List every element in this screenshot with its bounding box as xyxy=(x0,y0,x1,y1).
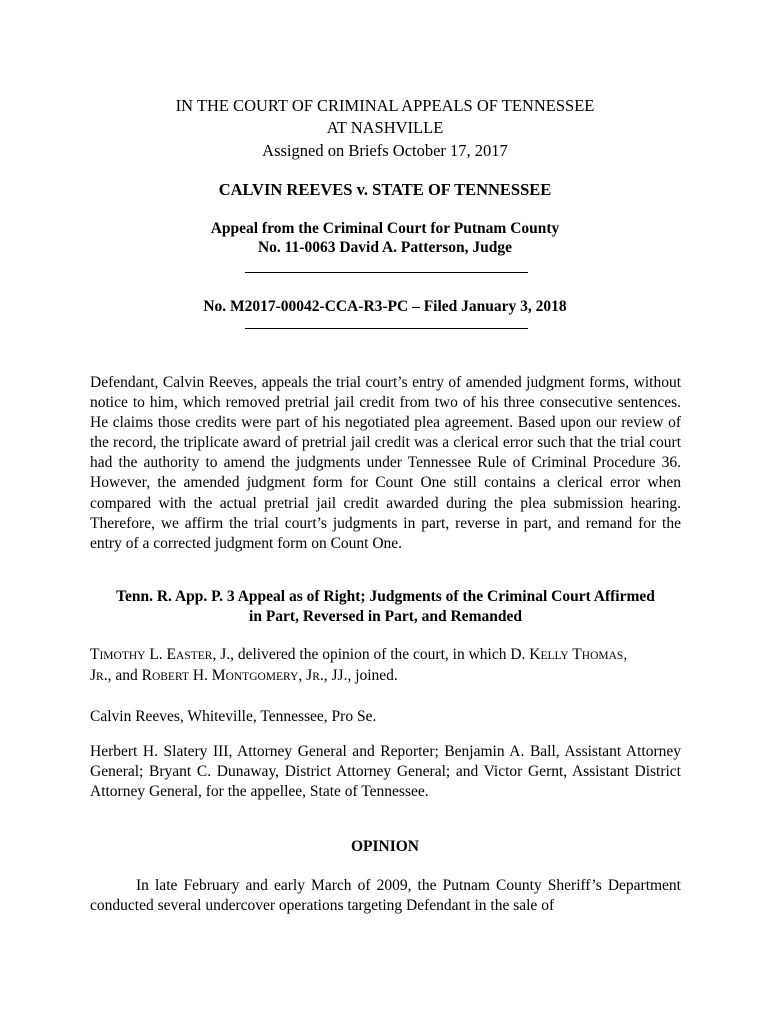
appellant-counsel: Calvin Reeves, Whiteville, Tennessee, Pro Se. xyxy=(90,708,377,725)
holding-line: in Part, Reversed in Part, and Remanded xyxy=(249,608,522,626)
appellee-counsel: Herbert H. Slatery III, Attorney General and Reporter; Benjamin A. Ball, Assistant Attorney General; Bryant C. Dunaway, District Attorney General; and Victor Gernt, Assistant District Attorney General, for the appellee, State of Tennessee. xyxy=(90,743,681,801)
court-name: IN THE COURT OF CRIMINAL APPEALS OF TENNESSEE xyxy=(175,96,595,115)
holding xyxy=(90,587,681,627)
case-number-judge: No. 11-0063 David A. Patterson, Judge xyxy=(257,239,513,256)
judges-statement: TIMOTHY L. EASTER, J., delivered the opinion of the court, in which D. KELLY THOMAS, JR., and ROBERT H. MONTGOMERY, JR., JJ., joined. xyxy=(90,646,628,685)
opinion-paragraph: In late February and early March of 2009, the Putnam County Sheriff’s Department conducted several undercover operations targeting Defendant in the sale of xyxy=(90,877,681,915)
court-location: AT NASHVILLE xyxy=(326,118,444,137)
opinion-heading: OPINION xyxy=(350,838,420,855)
appeal-from: Appeal from the Criminal Court for Putnam County xyxy=(210,220,560,237)
docket-number: No. M2017-00042-CCA-R3-PC – Filed January 3, 2018 xyxy=(203,298,567,315)
divider-rule xyxy=(245,272,528,273)
case-summary: Defendant, Calvin Reeves, appeals the trial court’s entry of amended judgment forms, without notice to him, which removed pretrial jail credit from two of his three consecutive sentences. He claims those credits were part of his negotiated plea agreement. Based upon our review of the record, the triplicate award of pretrial jail credit was a clerical error such that the trial court had the authority to amend the judgments under Tennessee Rule of Criminal Procedure 36. However, the amended judgment form for Count One still contains a clerical error when compared with the actual pretrial jail credit awarded during the plea submission hearing. Therefore, we affirm the trial court’s judgments in part, reverse in part, and remand for the entry of a corrected judgment form on Count One. xyxy=(90,374,681,552)
holding-line: Tenn. R. App. P. 3 Appeal as of Right; Judgments of the Criminal Court Affirmed xyxy=(116,588,655,605)
divider-rule xyxy=(245,328,528,329)
case-caption: CALVIN REEVES v. STATE OF TENNESSEE xyxy=(218,180,552,199)
assigned-date: Assigned on Briefs October 17, 2017 xyxy=(262,141,508,160)
